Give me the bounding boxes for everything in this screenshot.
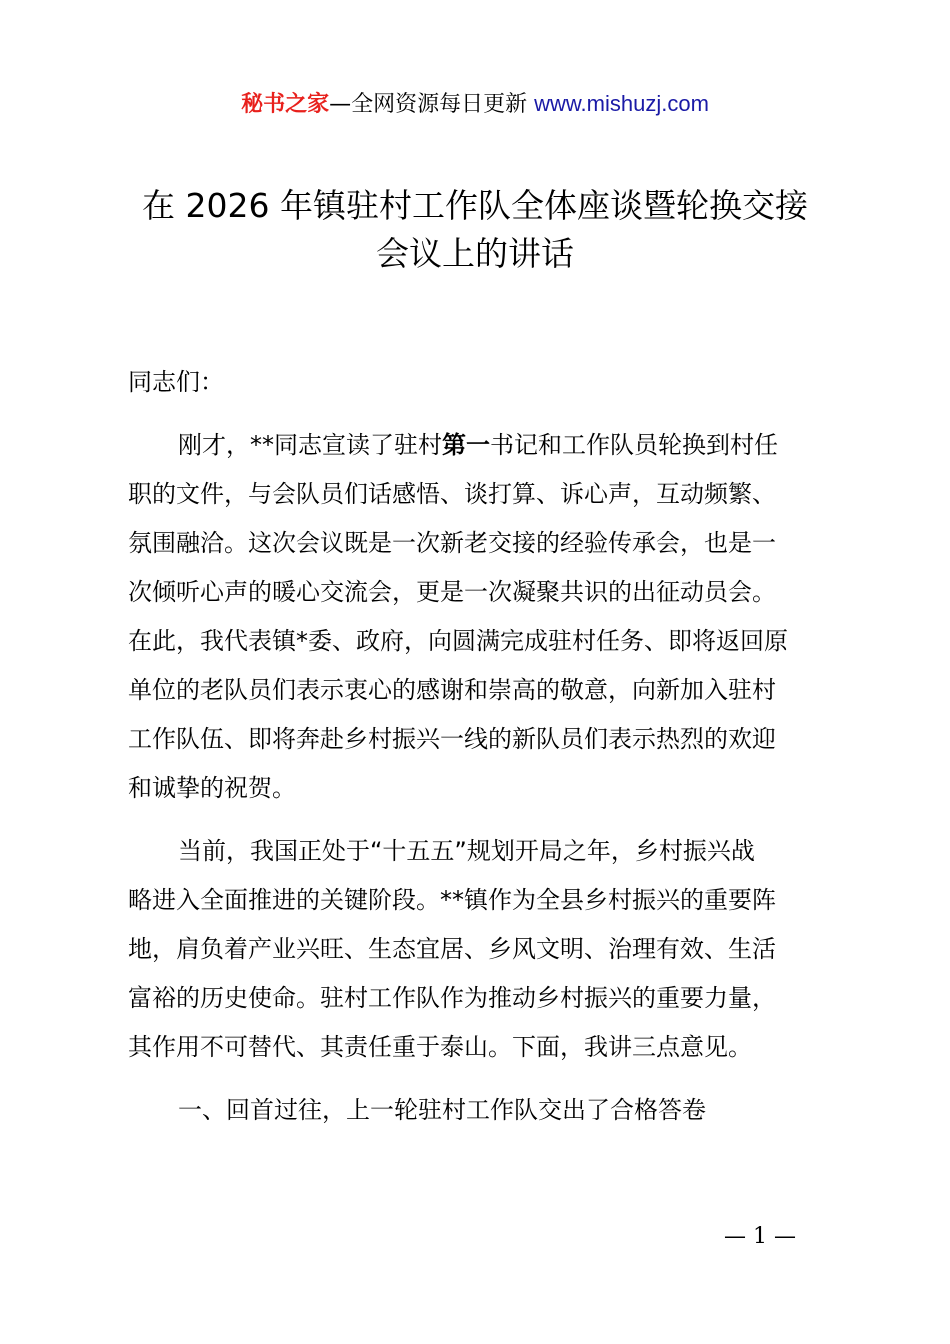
paragraph-1-text-b: 书记和工作队员轮换到村任: [490, 431, 778, 459]
paragraph-2-line: 其作用不可替代、其责任重于泰山。下面，我讲三点意见。: [128, 1033, 752, 1061]
title-line-2: 会议上的讲话: [376, 234, 574, 273]
header-slogan: —全网资源每日更新: [329, 92, 535, 117]
paragraph-1-text-a: 刚才，**同志宣读了驻村: [178, 431, 442, 459]
paragraph-2-line-1: 当前，我国正处于“十五五”规划开局之年，乡村振兴战: [178, 837, 755, 865]
site-header: [0, 88, 950, 121]
paragraph-1-line: 工作队伍、即将奔赴乡村振兴一线的新队员们表示热烈的欢迎: [128, 725, 776, 753]
section-heading-1: 一、回首过往，上一轮驻村工作队交出了合格答卷: [178, 1096, 706, 1124]
site-url-link[interactable]: www.mishuzj.com: [534, 91, 709, 116]
paragraph-2-line: 富裕的历史使命。驻村工作队作为推动乡村振兴的重要力量，: [128, 984, 776, 1012]
salutation: 同志们：: [128, 368, 224, 396]
page-number: — 1 —: [724, 1224, 796, 1249]
paragraph-1-line: 职的文件，与会队员们话感悟、谈打算、诉心声，互动频繁、: [128, 480, 776, 508]
document-body: [128, 358, 836, 1135]
paragraph-1-line: 单位的老队员们表示衷心的感谢和崇高的敬意，向新加入驻村: [128, 676, 776, 704]
paragraph-1-line: 在此，我代表镇*委、政府，向圆满完成驻村任务、即将返回原: [128, 627, 788, 655]
paragraph-1-bold-text: 第一: [442, 431, 490, 459]
paragraph-1-line: 次倾听心声的暖心交流会，更是一次凝聚共识的出征动员会。: [128, 578, 776, 606]
paragraph-1-line: 和诚挚的祝贺。: [128, 774, 296, 802]
paragraph-1-line-1: [128, 421, 836, 470]
paragraph-2-line: 略进入全面推进的关键阶段。**镇作为全县乡村振兴的重要阵: [128, 886, 776, 914]
paragraph-1-line: 氛围融洽。这次会议既是一次新老交接的经验传承会，也是一: [128, 529, 776, 557]
paragraph-1: [128, 421, 836, 813]
brand-name: 秘书之家: [241, 92, 330, 117]
paragraph-2-line: 地，肩负着产业兴旺、生态宜居、乡风文明、治理有效、生活: [128, 935, 776, 963]
paragraph-2: [128, 827, 836, 1072]
title-line-1: 在 2026 年镇驻村工作队全体座谈暨轮换交接: [142, 186, 808, 225]
document-title: [100, 182, 850, 278]
